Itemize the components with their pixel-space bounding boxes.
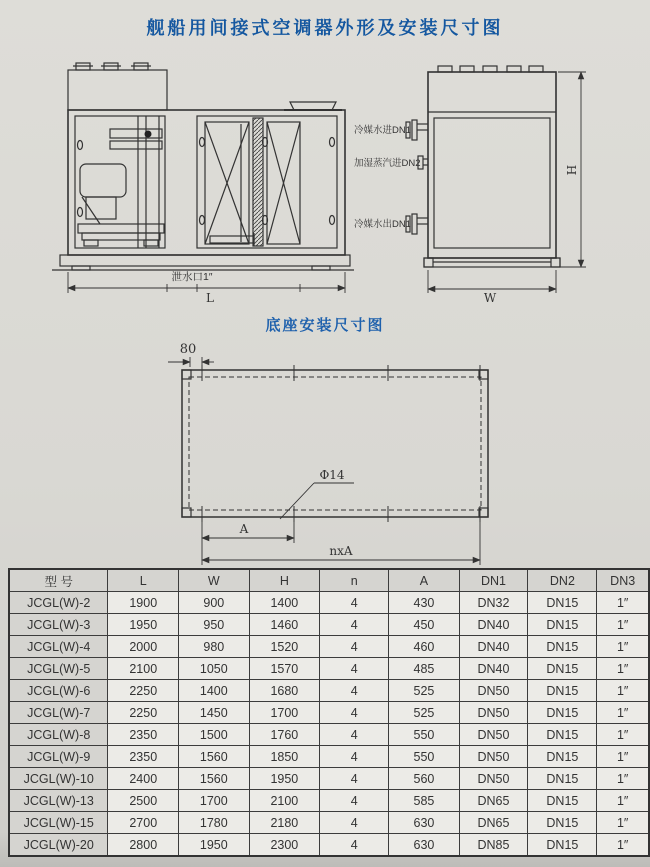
pipe-inlet-label: 冷媒水进DN1 — [354, 125, 412, 136]
value-cell: DN15 — [528, 834, 597, 857]
value-cell: 4 — [320, 834, 389, 857]
value-cell: 1850 — [249, 746, 320, 768]
value-cell: 1″ — [597, 790, 649, 812]
value-cell: DN50 — [459, 724, 528, 746]
table-row — [9, 746, 649, 768]
value-cell: 2500 — [108, 790, 179, 812]
side-top-stubs — [438, 66, 543, 72]
col-header-8: DN3 — [597, 569, 649, 592]
value-cell: 550 — [389, 724, 459, 746]
value-cell: 950 — [179, 614, 250, 636]
value-cell: 525 — [389, 680, 459, 702]
value-cell: 1″ — [597, 658, 649, 680]
model-dimension-table — [8, 568, 650, 857]
value-cell: 1760 — [249, 724, 320, 746]
value-cell: 2100 — [108, 658, 179, 680]
value-cell: 1400 — [179, 680, 250, 702]
value-cell: 1″ — [597, 680, 649, 702]
value-cell: DN15 — [528, 614, 597, 636]
model-cell: JCGL(W)-6 — [9, 680, 108, 702]
value-cell: 2350 — [108, 724, 179, 746]
hole-diameter-label: Φ14 — [319, 468, 345, 482]
value-cell: DN50 — [459, 768, 528, 790]
col-header-4: n — [320, 569, 389, 592]
value-cell: 4 — [320, 680, 389, 702]
value-cell: 2400 — [108, 768, 179, 790]
value-cell: 4 — [320, 702, 389, 724]
side-base-rail — [424, 258, 560, 267]
value-cell: 1700 — [249, 702, 320, 724]
value-cell: 4 — [320, 746, 389, 768]
table-row — [9, 768, 649, 790]
value-cell: DN65 — [459, 812, 528, 834]
side-dim-width — [428, 270, 556, 293]
table-row — [9, 636, 649, 658]
value-cell: 1520 — [249, 636, 320, 658]
value-cell: 900 — [179, 592, 250, 614]
dim-A-label: A — [239, 522, 249, 536]
table-header-row — [9, 569, 649, 592]
value-cell: 4 — [320, 768, 389, 790]
value-cell: 2100 — [249, 790, 320, 812]
value-cell: 630 — [389, 834, 459, 857]
value-cell: 4 — [320, 614, 389, 636]
value-cell: 2180 — [249, 812, 320, 834]
value-cell: 4 — [320, 658, 389, 680]
value-cell: 4 — [320, 812, 389, 834]
value-cell: 1950 — [249, 768, 320, 790]
value-cell: 1″ — [597, 724, 649, 746]
panel-handle — [330, 138, 335, 147]
value-cell: DN50 — [459, 680, 528, 702]
side-view-drawing — [352, 52, 642, 304]
value-cell: DN15 — [528, 592, 597, 614]
col-header-3: H — [249, 569, 320, 592]
value-cell: DN15 — [528, 746, 597, 768]
value-cell: 1460 — [249, 614, 320, 636]
value-cell: 1″ — [597, 592, 649, 614]
panel-handle — [200, 138, 205, 147]
value-cell: 630 — [389, 812, 459, 834]
value-cell: 1450 — [179, 702, 250, 724]
value-cell: DN15 — [528, 658, 597, 680]
value-cell: DN50 — [459, 702, 528, 724]
value-cell: DN15 — [528, 680, 597, 702]
value-cell: 1700 — [179, 790, 250, 812]
base-plan-drawing — [148, 338, 512, 566]
value-cell: 4 — [320, 790, 389, 812]
value-cell: 1″ — [597, 636, 649, 658]
value-cell: 550 — [389, 746, 459, 768]
front-top-lid — [284, 102, 342, 110]
front-base-plinth — [52, 255, 354, 270]
value-cell: DN15 — [528, 702, 597, 724]
base-frame-outline — [182, 370, 488, 517]
value-cell: 1900 — [108, 592, 179, 614]
col-header-5: A — [389, 569, 459, 592]
value-cell: DN85 — [459, 834, 528, 857]
value-cell: DN15 — [528, 724, 597, 746]
value-cell: 1″ — [597, 812, 649, 834]
value-cell: DN40 — [459, 636, 528, 658]
dim-W-label: W — [483, 291, 497, 304]
value-cell: 2250 — [108, 702, 179, 724]
bolt-dot — [145, 131, 152, 138]
col-header-1: L — [108, 569, 179, 592]
model-cell: JCGL(W)-7 — [9, 702, 108, 724]
panel-handle — [330, 216, 335, 225]
value-cell: 1950 — [108, 614, 179, 636]
value-cell: 2250 — [108, 680, 179, 702]
table-row — [9, 680, 649, 702]
model-cell: JCGL(W)-2 — [9, 592, 108, 614]
value-cell: 1680 — [249, 680, 320, 702]
value-cell: DN15 — [528, 768, 597, 790]
dim-H-label: H — [565, 164, 579, 176]
value-cell: DN65 — [459, 790, 528, 812]
value-cell: 1560 — [179, 768, 250, 790]
table-row — [9, 592, 649, 614]
table-row — [9, 614, 649, 636]
value-cell: 460 — [389, 636, 459, 658]
value-cell: 1″ — [597, 746, 649, 768]
value-cell: 4 — [320, 724, 389, 746]
model-cell: JCGL(W)-8 — [9, 724, 108, 746]
table-row — [9, 702, 649, 724]
value-cell: 4 — [320, 636, 389, 658]
front-plenum-box — [68, 63, 167, 110]
value-cell: 1″ — [597, 702, 649, 724]
mounting-hole-marks — [202, 365, 480, 522]
value-cell: 2000 — [108, 636, 179, 658]
value-cell: 1570 — [249, 658, 320, 680]
value-cell: 1″ — [597, 614, 649, 636]
value-cell: DN15 — [528, 812, 597, 834]
value-cell: 1400 — [249, 592, 320, 614]
page-title: 舰船用间接式空调器外形及安装尺寸图 — [146, 18, 504, 38]
value-cell: 2350 — [108, 746, 179, 768]
col-header-7: DN2 — [528, 569, 597, 592]
model-cell: JCGL(W)-9 — [9, 746, 108, 768]
value-cell: DN32 — [459, 592, 528, 614]
dim-nxA-label: nxA — [329, 544, 353, 558]
col-header-6: DN1 — [459, 569, 528, 592]
value-cell: 450 — [389, 614, 459, 636]
base-plan-title: 底座安装尺寸图 — [265, 317, 385, 334]
value-cell: DN15 — [528, 636, 597, 658]
hole-callout-leader — [280, 483, 354, 519]
panel-handle — [78, 141, 83, 150]
value-cell: 560 — [389, 768, 459, 790]
model-cell: JCGL(W)-4 — [9, 636, 108, 658]
table-row — [9, 834, 649, 857]
value-cell: 1050 — [179, 658, 250, 680]
side-access-panel — [434, 118, 550, 248]
model-cell: JCGL(W)-10 — [9, 768, 108, 790]
value-cell: 2700 — [108, 812, 179, 834]
table-row — [9, 724, 649, 746]
value-cell: 430 — [389, 592, 459, 614]
value-cell: 980 — [179, 636, 250, 658]
model-cell: JCGL(W)-20 — [9, 834, 108, 857]
value-cell: 1″ — [597, 834, 649, 857]
value-cell: 1950 — [179, 834, 250, 857]
col-header-0: 型 号 — [9, 569, 108, 592]
panel-handle — [200, 216, 205, 225]
front-coil-section — [197, 116, 337, 248]
table-row — [9, 812, 649, 834]
value-cell: DN50 — [459, 746, 528, 768]
filter-strip — [253, 118, 263, 246]
side-body-outline — [428, 72, 556, 258]
dim-L-label: L — [206, 291, 214, 304]
model-cell: JCGL(W)-15 — [9, 812, 108, 834]
model-cell: JCGL(W)-13 — [9, 790, 108, 812]
pipe-outlet-label: 冷媒水出DN1 — [354, 219, 412, 230]
col-header-2: W — [179, 569, 250, 592]
value-cell: 1500 — [179, 724, 250, 746]
panel-handle — [78, 208, 83, 217]
value-cell: 2800 — [108, 834, 179, 857]
base-dim-edge — [168, 357, 214, 368]
value-cell: 1″ — [597, 768, 649, 790]
value-cell: DN40 — [459, 614, 528, 636]
value-cell: 525 — [389, 702, 459, 724]
model-cell: JCGL(W)-3 — [9, 614, 108, 636]
value-cell: 1560 — [179, 746, 250, 768]
value-cell: 485 — [389, 658, 459, 680]
dim-80-label: 80 — [179, 342, 197, 357]
value-cell: 1780 — [179, 812, 250, 834]
front-view-drawing — [42, 52, 362, 304]
value-cell: DN15 — [528, 790, 597, 812]
steam-inlet-label: 加湿蒸汽进DN2 — [354, 158, 421, 169]
front-fan-section — [75, 116, 165, 248]
model-cell: JCGL(W)-5 — [9, 658, 108, 680]
table-row — [9, 658, 649, 680]
value-cell: 585 — [389, 790, 459, 812]
value-cell: 2300 — [249, 834, 320, 857]
table-row — [9, 790, 649, 812]
value-cell: DN40 — [459, 658, 528, 680]
drain-outlet-label: 泄水口1″ — [171, 271, 213, 283]
value-cell: 4 — [320, 592, 389, 614]
